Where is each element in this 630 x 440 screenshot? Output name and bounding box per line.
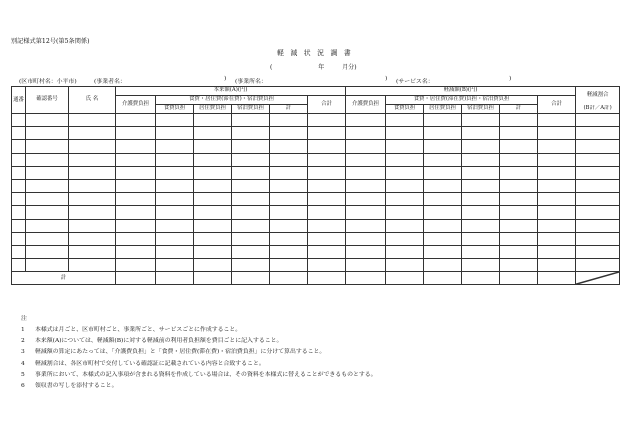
table-cell[interactable] xyxy=(116,245,156,258)
lodging-header-b: 宿泊費負担 xyxy=(462,105,500,114)
table-cell[interactable] xyxy=(576,219,620,232)
table-cell[interactable] xyxy=(69,140,116,153)
totals-cell[interactable] xyxy=(462,272,500,285)
table-cell[interactable] xyxy=(12,127,26,140)
original-amount-header: 本来額(A)(円) xyxy=(116,87,346,96)
note-text: 事業所において、本様式の記入事項が含まれる資料を作成している場合は、その資料を本様式に替えることができるものとする。 xyxy=(35,371,377,378)
totals-label: 計 xyxy=(12,272,116,285)
totals-row xyxy=(12,272,620,285)
business-owner-label: (事業者名： xyxy=(94,79,126,85)
table-cell[interactable] xyxy=(156,219,194,232)
totals-cell[interactable] xyxy=(194,272,232,285)
table-cell[interactable] xyxy=(26,166,69,179)
table-cell[interactable] xyxy=(308,206,346,219)
table-cell[interactable] xyxy=(346,179,386,192)
table-cell[interactable] xyxy=(156,232,194,245)
table-cell[interactable] xyxy=(116,232,156,245)
table-row xyxy=(12,140,620,153)
table-cell[interactable] xyxy=(308,166,346,179)
ratio-formula-header: (B計／A計) xyxy=(576,105,620,114)
table-cell[interactable] xyxy=(270,127,308,140)
table-cell[interactable] xyxy=(232,232,270,245)
table-cell[interactable] xyxy=(116,179,156,192)
table-cell[interactable] xyxy=(156,245,194,258)
table-cell[interactable] xyxy=(500,179,538,192)
table-cell[interactable] xyxy=(462,179,500,192)
table-cell[interactable] xyxy=(538,179,576,192)
totals-cell[interactable] xyxy=(424,272,462,285)
table-cell[interactable] xyxy=(500,140,538,153)
period-open: ( xyxy=(270,64,273,71)
table-cell[interactable] xyxy=(308,245,346,258)
business-owner-close: ) xyxy=(224,76,227,82)
table-cell[interactable] xyxy=(424,232,462,245)
note-number: 5 xyxy=(21,371,25,378)
table-cell[interactable] xyxy=(538,193,576,206)
table-cell[interactable] xyxy=(232,245,270,258)
note-text: 領収書の写しを添付すること。 xyxy=(35,383,118,389)
totals-cell[interactable] xyxy=(156,272,194,285)
form-number: 別記様式第12号(第5条関係) xyxy=(11,38,90,45)
table-cell[interactable] xyxy=(576,114,620,127)
table-cell[interactable] xyxy=(12,245,26,258)
table-cell[interactable] xyxy=(424,259,462,272)
table-cell[interactable] xyxy=(194,245,232,258)
table-cell[interactable] xyxy=(116,153,156,166)
food-header-b: 食費負担 xyxy=(386,105,424,114)
table-cell[interactable] xyxy=(194,179,232,192)
table-cell[interactable] xyxy=(194,166,232,179)
table-cell[interactable] xyxy=(69,193,116,206)
table-cell[interactable] xyxy=(424,140,462,153)
table-cell[interactable] xyxy=(462,140,500,153)
table-cell[interactable] xyxy=(462,259,500,272)
table-cell[interactable] xyxy=(424,193,462,206)
table-row xyxy=(12,114,620,127)
table-cell[interactable] xyxy=(500,259,538,272)
table-cell[interactable] xyxy=(462,232,500,245)
totals-cell[interactable] xyxy=(386,272,424,285)
table-row xyxy=(12,259,620,272)
table-cell[interactable] xyxy=(346,206,386,219)
table-cell[interactable] xyxy=(462,153,500,166)
table-cell[interactable] xyxy=(462,206,500,219)
note-item xyxy=(21,324,241,333)
totals-cell[interactable] xyxy=(270,272,308,285)
table-row xyxy=(12,127,620,140)
table-cell[interactable] xyxy=(346,166,386,179)
table-cell[interactable] xyxy=(194,127,232,140)
table-cell[interactable] xyxy=(156,153,194,166)
table-cell[interactable] xyxy=(500,219,538,232)
table-cell[interactable] xyxy=(232,259,270,272)
table-cell[interactable] xyxy=(386,232,424,245)
table-cell[interactable] xyxy=(194,193,232,206)
note-number: 3 xyxy=(21,349,25,356)
table-cell[interactable] xyxy=(346,219,386,232)
table-cell[interactable] xyxy=(270,114,308,127)
table-cell[interactable] xyxy=(26,114,69,127)
table-cell[interactable] xyxy=(116,140,156,153)
food-housing-lodging-header-b: 食費・居住費(滞在費)負担・宿泊費負担 xyxy=(386,96,538,105)
table-cell[interactable] xyxy=(424,153,462,166)
table-cell[interactable] xyxy=(26,259,69,272)
reduced-amount-header: 軽減額(B)(円) xyxy=(346,87,576,96)
table-cell[interactable] xyxy=(12,219,26,232)
table-cell[interactable] xyxy=(386,259,424,272)
table-cell[interactable] xyxy=(26,140,69,153)
table-cell[interactable] xyxy=(500,114,538,127)
table-cell[interactable] xyxy=(576,153,620,166)
name-header: 氏 名 xyxy=(69,87,116,114)
table-cell[interactable] xyxy=(462,166,500,179)
table-cell[interactable] xyxy=(576,140,620,153)
table-cell[interactable] xyxy=(500,206,538,219)
note-text: 軽減額の算定にあたっては、「介護費負担」と「食費・居住費(滞在費)・宿泊費負担」に分けて算出すること。 xyxy=(35,349,326,356)
table-cell[interactable] xyxy=(576,179,620,192)
table-cell[interactable] xyxy=(500,166,538,179)
table-cell[interactable] xyxy=(462,193,500,206)
table-cell[interactable] xyxy=(69,206,116,219)
form-period xyxy=(270,62,357,71)
totals-ratio-cell xyxy=(576,272,620,285)
reduction-ratio-header: 軽減割合 xyxy=(576,87,620,105)
table-cell[interactable] xyxy=(386,114,424,127)
table-cell[interactable] xyxy=(232,166,270,179)
table-cell[interactable] xyxy=(308,127,346,140)
table-cell[interactable] xyxy=(500,232,538,245)
table-cell[interactable] xyxy=(308,179,346,192)
table-cell[interactable] xyxy=(232,153,270,166)
table-cell[interactable] xyxy=(194,232,232,245)
table-cell[interactable] xyxy=(270,219,308,232)
table-cell[interactable] xyxy=(270,232,308,245)
table-cell[interactable] xyxy=(69,245,116,258)
table-cell[interactable] xyxy=(26,245,69,258)
table-cell[interactable] xyxy=(26,127,69,140)
table-cell[interactable] xyxy=(500,193,538,206)
note-number: 4 xyxy=(21,360,25,367)
note-number: 1 xyxy=(21,327,25,333)
seq-header: 通番 xyxy=(12,87,26,114)
note-item xyxy=(21,335,282,344)
table-cell[interactable] xyxy=(576,193,620,206)
table-cell[interactable] xyxy=(116,219,156,232)
table-row xyxy=(12,153,620,166)
table-cell[interactable] xyxy=(386,166,424,179)
totals-cell[interactable] xyxy=(308,272,346,285)
totals-cell[interactable] xyxy=(500,272,538,285)
table-cell[interactable] xyxy=(346,127,386,140)
table-cell[interactable] xyxy=(12,179,26,192)
table-cell[interactable] xyxy=(538,219,576,232)
table-cell[interactable] xyxy=(462,114,500,127)
table-cell[interactable] xyxy=(12,193,26,206)
table-cell[interactable] xyxy=(386,153,424,166)
table-cell[interactable] xyxy=(69,232,116,245)
table-cell[interactable] xyxy=(576,166,620,179)
table-cell[interactable] xyxy=(232,206,270,219)
table-cell[interactable] xyxy=(424,127,462,140)
table-cell[interactable] xyxy=(69,179,116,192)
table-cell[interactable] xyxy=(26,232,69,245)
table-cell[interactable] xyxy=(308,153,346,166)
note-number: 6 xyxy=(21,383,25,389)
totals-cell[interactable] xyxy=(116,272,156,285)
table-cell[interactable] xyxy=(308,219,346,232)
table-cell[interactable] xyxy=(156,114,194,127)
note-item xyxy=(21,380,117,389)
table-cell[interactable] xyxy=(12,140,26,153)
table-cell[interactable] xyxy=(386,140,424,153)
diagonal-line xyxy=(576,272,619,284)
table-cell[interactable] xyxy=(424,219,462,232)
table-cell[interactable] xyxy=(156,206,194,219)
table-row xyxy=(12,179,620,192)
table-cell[interactable] xyxy=(232,114,270,127)
table-cell[interactable] xyxy=(500,127,538,140)
totals-cell[interactable] xyxy=(232,272,270,285)
table-cell[interactable] xyxy=(386,193,424,206)
table-cell[interactable] xyxy=(500,245,538,258)
table-cell[interactable] xyxy=(462,219,500,232)
table-cell[interactable] xyxy=(69,114,116,127)
table-cell[interactable] xyxy=(270,193,308,206)
table-row xyxy=(12,232,620,245)
table-cell[interactable] xyxy=(424,179,462,192)
table-cell[interactable] xyxy=(12,166,26,179)
table-cell[interactable] xyxy=(346,193,386,206)
table-cell[interactable] xyxy=(386,179,424,192)
table-cell[interactable] xyxy=(12,206,26,219)
table-cell[interactable] xyxy=(116,166,156,179)
table-cell[interactable] xyxy=(69,259,116,272)
table-cell[interactable] xyxy=(116,127,156,140)
care-cost-header-b: 介護費負担 xyxy=(346,96,386,114)
care-cost-header-a: 介護費負担 xyxy=(116,96,156,114)
table-cell[interactable] xyxy=(576,245,620,258)
form-title: 軽 減 状 況 調 書 xyxy=(277,49,353,57)
table-cell[interactable] xyxy=(116,206,156,219)
table-cell[interactable] xyxy=(116,114,156,127)
table-cell[interactable] xyxy=(194,219,232,232)
municipality-label: (区市町村名：小平市) xyxy=(19,79,77,85)
table-cell[interactable] xyxy=(270,153,308,166)
table-cell[interactable] xyxy=(462,245,500,258)
note-item xyxy=(21,369,377,378)
food-header-a: 食費負担 xyxy=(156,105,194,114)
table-cell[interactable] xyxy=(270,259,308,272)
table-cell[interactable] xyxy=(346,259,386,272)
food-housing-lodging-header-a: 食費・居住費(滞在費)・宿泊費負担 xyxy=(156,96,308,105)
table-cell[interactable] xyxy=(308,259,346,272)
confirm-no-header: 確認番号 xyxy=(26,87,69,114)
table-cell[interactable] xyxy=(156,127,194,140)
table-cell[interactable] xyxy=(116,259,156,272)
table-cell[interactable] xyxy=(270,140,308,153)
table-cell[interactable] xyxy=(232,193,270,206)
table-cell[interactable] xyxy=(12,153,26,166)
table-cell[interactable] xyxy=(270,245,308,258)
table-cell[interactable] xyxy=(346,114,386,127)
totals-cell[interactable] xyxy=(538,272,576,285)
table-cell[interactable] xyxy=(156,179,194,192)
table-cell[interactable] xyxy=(538,140,576,153)
table-row xyxy=(12,193,620,206)
table-row xyxy=(12,166,620,179)
table-cell[interactable] xyxy=(424,114,462,127)
table-cell[interactable] xyxy=(462,127,500,140)
total-header-b: 合計 xyxy=(538,96,576,114)
table-cell[interactable] xyxy=(270,166,308,179)
table-cell[interactable] xyxy=(346,232,386,245)
table-cell[interactable] xyxy=(194,140,232,153)
office-close: ) xyxy=(385,76,388,82)
note-text: 本様式は月ごと、区市町村ごと、事業所ごと、サービスごとに作成すること。 xyxy=(35,327,242,333)
table-cell[interactable] xyxy=(538,114,576,127)
table-cell[interactable] xyxy=(538,166,576,179)
table-cell[interactable] xyxy=(69,166,116,179)
table-cell[interactable] xyxy=(424,206,462,219)
table-cell[interactable] xyxy=(26,219,69,232)
table-cell[interactable] xyxy=(26,206,69,219)
table-cell[interactable] xyxy=(232,127,270,140)
note-text: 本来額(A)については、軽減額(B)に対する軽減前の利用者負担額を費目ごとに記入すること。 xyxy=(35,338,283,345)
table-cell[interactable] xyxy=(194,153,232,166)
table-cell[interactable] xyxy=(308,114,346,127)
table-cell[interactable] xyxy=(538,232,576,245)
table-cell[interactable] xyxy=(386,206,424,219)
table-cell[interactable] xyxy=(424,166,462,179)
table-cell[interactable] xyxy=(500,153,538,166)
table-cell[interactable] xyxy=(538,153,576,166)
table-cell[interactable] xyxy=(194,206,232,219)
table-cell[interactable] xyxy=(308,140,346,153)
table-cell[interactable] xyxy=(538,245,576,258)
lodging-header-a: 宿泊費負担 xyxy=(232,105,270,114)
subtotal-header-b: 計 xyxy=(500,105,538,114)
table-cell[interactable] xyxy=(69,127,116,140)
table-cell[interactable] xyxy=(538,206,576,219)
table-row xyxy=(12,245,620,258)
reduction-status-table xyxy=(11,86,620,285)
service-close: ) xyxy=(509,76,512,82)
office-label: (事業所名： xyxy=(235,79,267,85)
table-cell[interactable] xyxy=(232,219,270,232)
table-cell[interactable] xyxy=(386,245,424,258)
table-cell[interactable] xyxy=(12,232,26,245)
note-number: 2 xyxy=(21,338,25,345)
table-cell[interactable] xyxy=(156,166,194,179)
table-cell[interactable] xyxy=(26,153,69,166)
table-cell[interactable] xyxy=(386,219,424,232)
table-cell[interactable] xyxy=(69,153,116,166)
table-cell[interactable] xyxy=(12,114,26,127)
table-cell[interactable] xyxy=(538,259,576,272)
note-text: 軽減割合は、各区市町村で交付している確認証に記載されている内容と合致すること。 xyxy=(35,360,265,367)
service-label: (サービス名： xyxy=(396,79,434,85)
table-cell[interactable] xyxy=(69,219,116,232)
table-cell[interactable] xyxy=(194,114,232,127)
table-cell[interactable] xyxy=(26,193,69,206)
totals-cell[interactable] xyxy=(346,272,386,285)
notes-title: 注 xyxy=(21,316,27,322)
table-cell[interactable] xyxy=(576,232,620,245)
table-cell[interactable] xyxy=(26,179,69,192)
housing-header-b: 居住費負担 xyxy=(424,105,462,114)
table-cell[interactable] xyxy=(424,245,462,258)
period-year: 年 xyxy=(318,64,325,71)
table-cell[interactable] xyxy=(346,140,386,153)
table-cell[interactable] xyxy=(576,127,620,140)
total-header-a: 合計 xyxy=(308,96,346,114)
table-cell[interactable] xyxy=(232,140,270,153)
table-cell[interactable] xyxy=(194,259,232,272)
table-cell[interactable] xyxy=(270,206,308,219)
table-cell[interactable] xyxy=(12,259,26,272)
table-cell[interactable] xyxy=(576,206,620,219)
table-cell[interactable] xyxy=(308,193,346,206)
table-cell[interactable] xyxy=(232,179,270,192)
table-cell[interactable] xyxy=(270,179,308,192)
period-month: 月分) xyxy=(342,64,357,71)
table-cell[interactable] xyxy=(308,232,346,245)
housing-header-a: 居住費負担 xyxy=(194,105,232,114)
table-cell[interactable] xyxy=(538,127,576,140)
note-item xyxy=(21,358,265,367)
subtotal-header-a: 計 xyxy=(270,105,308,114)
table-cell[interactable] xyxy=(346,153,386,166)
table-cell[interactable] xyxy=(576,259,620,272)
note-item xyxy=(21,346,325,355)
table-row xyxy=(12,219,620,232)
table-cell[interactable] xyxy=(346,245,386,258)
table-cell[interactable] xyxy=(386,127,424,140)
table-cell[interactable] xyxy=(116,193,156,206)
table-cell[interactable] xyxy=(156,193,194,206)
table-row xyxy=(12,206,620,219)
table-cell[interactable] xyxy=(156,140,194,153)
table-cell[interactable] xyxy=(156,259,194,272)
